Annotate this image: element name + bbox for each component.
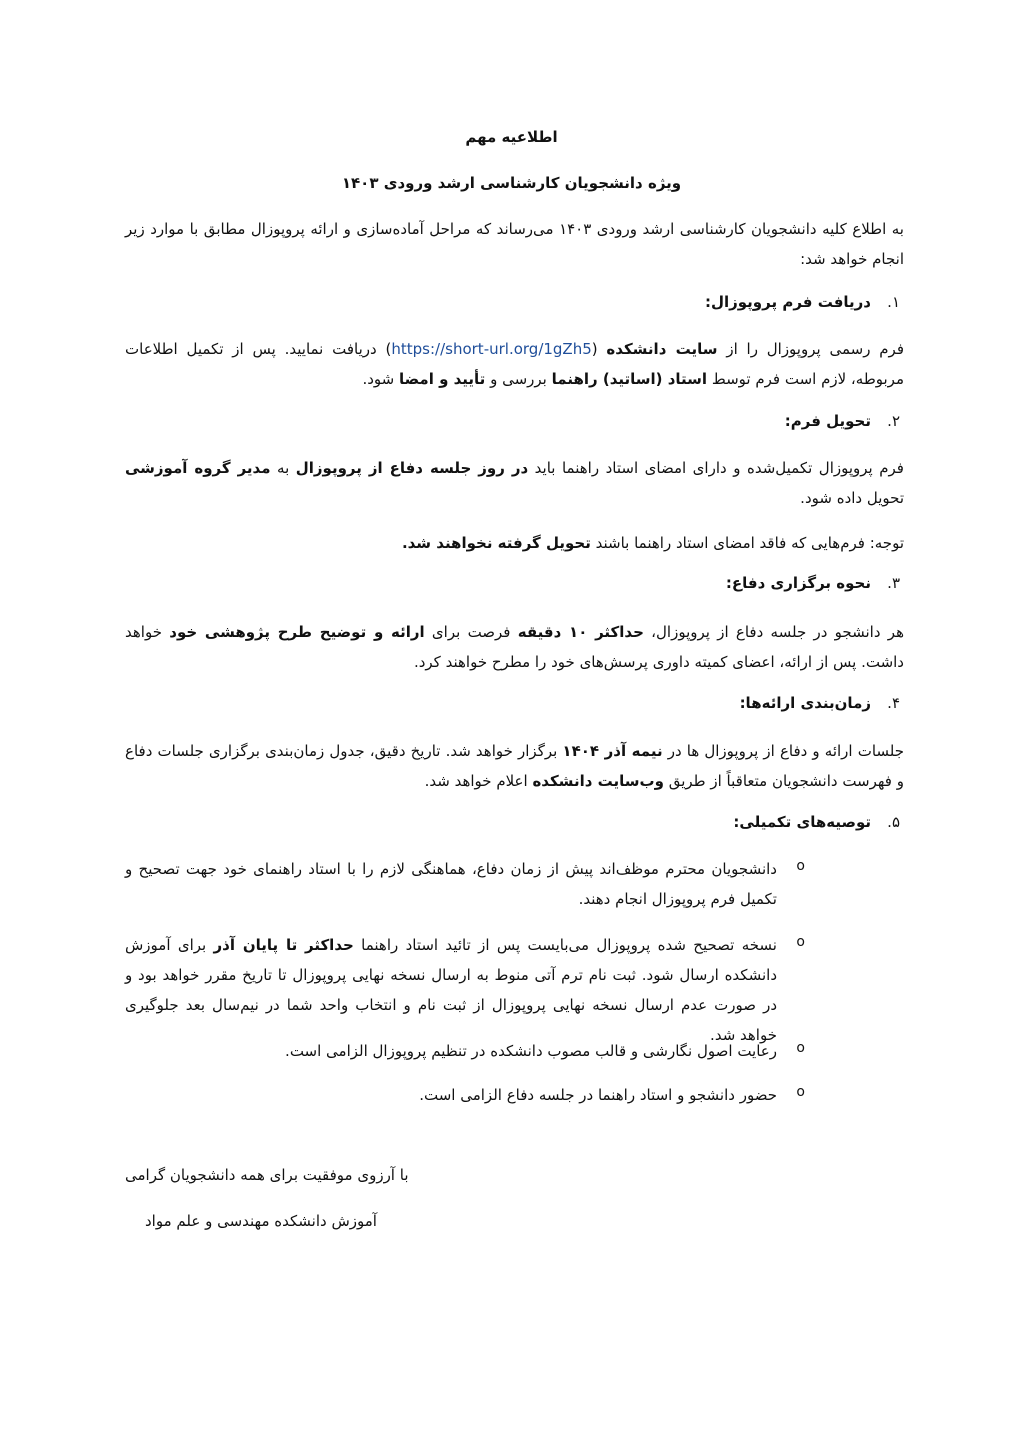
list-item [125,854,777,914]
section-number: ۱. [887,293,900,311]
body-text: به [270,459,296,477]
body-text: خواهد داشت. پس از ارائه، اعضای کمیته داوری پرسش‌های خود را مطرح خواهند کرد. [125,623,904,671]
bullet-text: برای آموزش دانشکده ارسال شود. ثبت نام ترم آتی منوط به ارسال نسخه نهایی پروپوزال تا تاریخ مقرر خواهد بود و در صورت عدم ارسال نسخه نهایی پروپوزال از ثبت نام و انتخاب واحد شما در نیم‌سال بعد جلوگیری خواهد شد. [125,936,777,1044]
bullet-circle-icon: o [796,934,805,950]
section-heading: توصیه‌های تکمیلی: [733,813,871,831]
faculty-site-link[interactable]: https://short-url.org/1gZh5 [391,340,592,358]
list-item [125,1080,777,1110]
signature: آموزش دانشکده مهندسی و علم مواد [145,1212,377,1230]
list-item [125,1036,777,1066]
closing-line: با آرزوی موفقیت برای همه دانشجویان گرامی [125,1166,409,1184]
body-text: اعلام خواهد شد. [424,772,533,790]
bullet-circle-icon: o [796,858,805,874]
body-bold: در روز جلسه دفاع از پروپوزال [295,459,529,477]
list-item [125,930,777,1050]
body-bold: استاد (اساتید) راهنما [551,370,708,388]
section-heading: تحویل فرم: [784,412,871,430]
bullet-text: رعایت اصول نگارشی و قالب مصوب دانشکده در تنظیم پروپوزال الزامی است. [285,1042,777,1060]
body-text: تحویل داده شود. [800,489,904,507]
section-body [125,453,904,513]
section-body [125,736,904,796]
signature-wrapper [145,1212,545,1230]
body-text: فرم رسمی پروپوزال را از [717,340,904,358]
body-text: ) دریافت نمایید. پس از تکمیل اطلاعات مربوطه، لازم است فرم توسط [125,340,904,388]
body-text: ( [591,340,607,358]
body-bold: نیمه آذر ۱۴۰۴ [562,742,663,760]
body-text: جلسات ارائه و دفاع از پروپوزال ها در [662,742,905,760]
body-bold: حداکثر ۱۰ دقیقه [517,623,644,641]
section-number: ۴. [887,694,900,712]
section-body [125,617,904,677]
bullet-text: نسخه تصحیح شده پروپوزال می‌بایست پس از تائید استاد راهنما [353,936,777,954]
section-heading: نحوه برگزاری دفاع: [725,574,871,592]
note-text: توجه: فرم‌هایی که فاقد امضای استاد راهنما باشند [590,534,904,552]
body-bold: سایت دانشکده [606,340,718,358]
body-bold: تأیید و امضا [399,370,486,388]
body-bold: ارائه و توضیح طرح پژوهشی خود [169,623,425,641]
section-body [125,334,904,394]
section-heading: زمان‌بندی ارائه‌ها: [739,694,871,712]
body-text: شود. [362,370,400,388]
bullet-circle-icon: o [796,1040,805,1056]
body-text: بررسی و [485,370,552,388]
body-text: هر دانشجو در جلسه دفاع از پروپوزال، [643,623,904,641]
section-number: ۵. [887,813,900,831]
body-bold: مدیر گروه آموزشی [125,459,271,477]
body-bold: وب‌سایت دانشکده [532,772,664,790]
section-number: ۲. [887,412,900,430]
note-bold: تحویل گرفته نخواهند شد. [401,534,591,552]
section-heading: دریافت فرم پروپوزال: [704,293,871,311]
page-title: اطلاعیه مهم [465,128,558,146]
section-note [125,528,904,558]
bullet-text: حضور دانشجو و استاد راهنما در جلسه دفاع الزامی است. [419,1086,777,1104]
bullet-circle-icon: o [796,1084,805,1100]
section-number: ۳. [887,574,900,592]
closing-line-wrapper [125,1166,525,1184]
bullet-bold: حداکثر تا پایان آذر [213,936,354,954]
bullet-text: دانشجویان محترم موظف‌اند پیش از زمان دفاع، هماهنگی لازم را با استاد راهنمای خود جهت تصحیح و تکمیل فرم پروپوزال انجام دهند. [125,860,777,908]
body-text: فرصت برای [424,623,518,641]
body-text: برگزار خواهد شد. تاریخ دقیق، جدول زمان‌بندی برگزاری جلسات دفاع و فهرست دانشجویان متعاقباً از طریق [125,742,904,790]
intro-paragraph: به اطلاع کلیه دانشجویان کارشناسی ارشد ورودی ۱۴۰۳ می‌رساند که مراحل آماده‌سازی و ارائه پروپوزال مطابق با موارد زیر انجام خواهد شد: [125,220,904,268]
body-text: فرم پروپوزال تکمیل‌شده و دارای امضای استاد راهنما باید [528,459,904,477]
page-subtitle: ویژه دانشجویان کارشناسی ارشد ورودی ۱۴۰۳ [341,174,682,192]
